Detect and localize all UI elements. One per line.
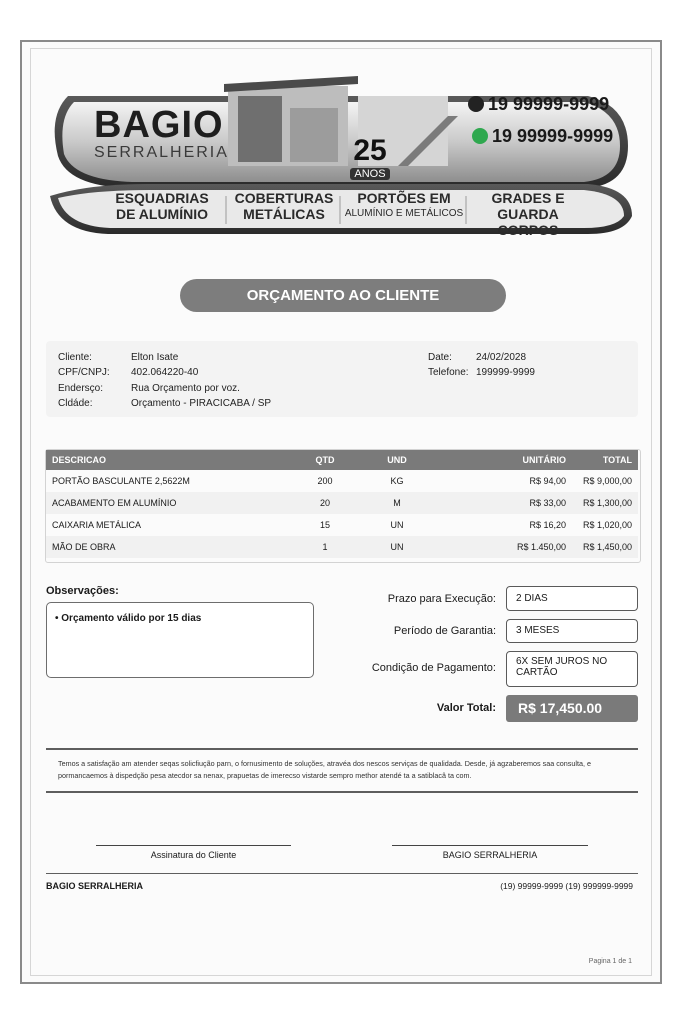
- observations-box: [46, 602, 314, 678]
- col-qtd: QTD: [294, 450, 356, 470]
- table-row: [46, 536, 638, 558]
- cell-und: M: [356, 492, 438, 514]
- anniversary-label: ANOS: [350, 168, 390, 180]
- cell-unitario: R$ 16,20: [529, 520, 566, 530]
- cell-descricao: MÃO DE OBRA: [46, 536, 294, 558]
- signature-label-cliente: Assinatura do Cliente: [150, 850, 237, 860]
- phone-line-1: [468, 94, 609, 115]
- footer-divider: [46, 873, 638, 874]
- whatsapp-icon: [472, 128, 488, 144]
- col-descricao: DESCRICAO: [46, 450, 294, 470]
- phone-icon: [468, 96, 484, 112]
- label-date: Date:: [428, 352, 452, 363]
- value-cpf: 402.064220-40: [131, 367, 199, 378]
- label-pagamento: Condição de Pagamento:: [371, 662, 496, 674]
- label-cidade: Cldáde:: [58, 398, 93, 409]
- cell-qtd: 1: [294, 536, 356, 558]
- cell-descricao: ACABAMENTO EM ALUMÍNIO: [46, 492, 294, 514]
- cell-total: R$ 1,300,00: [572, 492, 638, 514]
- field-garantia: 3 MESES: [506, 619, 638, 643]
- cell-descricao: PORTÃO BASCULANTE 2,5622M: [52, 476, 190, 486]
- cell-und: UN: [390, 520, 404, 530]
- closing-paragraph: Temos a satisfação am atender seqas solicfiução parn, o fornusimento de soluções, atravéa dos nescos serviças de qualidada. Desde, já agzaberemos saa consulta, e pormancaemos à dispedção pesa atecdor sa nenax, prapuetas de imerecso vistarde semprο methor atendé ta a satiblacâ ta com.: [58, 759, 591, 780]
- category-esquadrias: ESQUADRIAS DE ALUMÍNIO: [115, 190, 209, 222]
- signature-label-empresa: BAGIO SERRALHERIA: [442, 850, 538, 860]
- value-telefone: 199999-9999: [476, 367, 535, 378]
- cell-unitario: R$ 1.450,00: [438, 536, 572, 558]
- table-row: [46, 514, 638, 536]
- observations-title: Observações:: [46, 585, 119, 597]
- anniversary-badge: [344, 132, 396, 186]
- value-cliente: Elton Isate: [131, 352, 179, 363]
- field-prazo: 2 DIAS: [506, 586, 638, 611]
- label-garantia: Período de Garantia:: [393, 625, 496, 637]
- cell-descricao: CAIXARIA METÁLICA: [52, 520, 142, 530]
- cell-unitario: R$ 33,00: [438, 492, 572, 514]
- label-prazo: Prazo para Execução:: [387, 593, 496, 605]
- table-row: [46, 492, 638, 514]
- brand-name: BAGIO: [94, 104, 224, 146]
- phone-line-2: [472, 126, 613, 147]
- divider-top: [46, 748, 638, 750]
- divider-bottom: [46, 791, 638, 793]
- cell-total: R$ 1,020,00: [582, 520, 632, 530]
- header-banner: [28, 56, 640, 246]
- label-telefone: Telefone:: [428, 367, 469, 378]
- anniversary-number: 25: [353, 134, 387, 167]
- document-title: ORÇAMENTO AO CLIENTE: [180, 279, 506, 312]
- value-cidade: Orçamento - PIRACICABA / SP: [131, 398, 272, 409]
- cell-und: KG: [390, 476, 404, 486]
- category-grades: GRADES E GUARDA CORPOS: [491, 190, 565, 238]
- category-coberturas: COBERTURAS METÁLICAS: [234, 190, 334, 222]
- category-portoes: PORTÕES EM ALUMÍNIO E METÁLICOS: [344, 190, 464, 219]
- table-header-row: [46, 450, 638, 470]
- label-endereco: Endersço:: [58, 383, 104, 394]
- cell-total: R$ 1,450,00: [572, 536, 638, 558]
- brand-subtitle: SERRALHERIA: [94, 144, 229, 161]
- value-date: 24/02/2028: [476, 352, 527, 363]
- cell-qtd: 200: [317, 476, 333, 486]
- items-table: [46, 450, 638, 558]
- cell-und: UN: [356, 536, 438, 558]
- observation-item: • Orçamento válido por 15 dias: [55, 613, 202, 624]
- field-pagamento: 6X SEM JUROS NO CARTÃO: [506, 651, 638, 687]
- cell-qtd: 15: [319, 520, 330, 530]
- footer-company: BAGIO SERRALHERIA: [46, 881, 144, 891]
- col-unitario: UNITÁRIO: [438, 450, 572, 470]
- label-cpf: CPF/CNPJ:: [58, 367, 110, 378]
- col-und: UND: [356, 450, 438, 470]
- cell-unitario: R$ 94,00: [529, 476, 566, 486]
- phone-2-text: 19 99999-9999: [492, 126, 614, 146]
- signature-line-empresa: [392, 845, 588, 846]
- page-number: Pagina 1 de 1: [588, 958, 632, 965]
- label-cliente: Cliente:: [58, 352, 92, 363]
- valor-total: R$ 17,450.00: [506, 695, 638, 722]
- cell-qtd: 20: [294, 492, 356, 514]
- signature-line-cliente: [96, 845, 291, 846]
- table-row: [46, 470, 638, 492]
- footer-phones: (19) 99999-9999 (19) 999999-9999: [500, 881, 633, 891]
- cell-total: R$ 9,000,00: [582, 476, 632, 486]
- col-total: TOTAL: [572, 450, 638, 470]
- value-endereco: Rua Orçamento por voz.: [131, 383, 240, 394]
- label-valor-total: Valor Total:: [436, 702, 496, 714]
- phone-1-text: 19 99999-9999: [488, 94, 610, 114]
